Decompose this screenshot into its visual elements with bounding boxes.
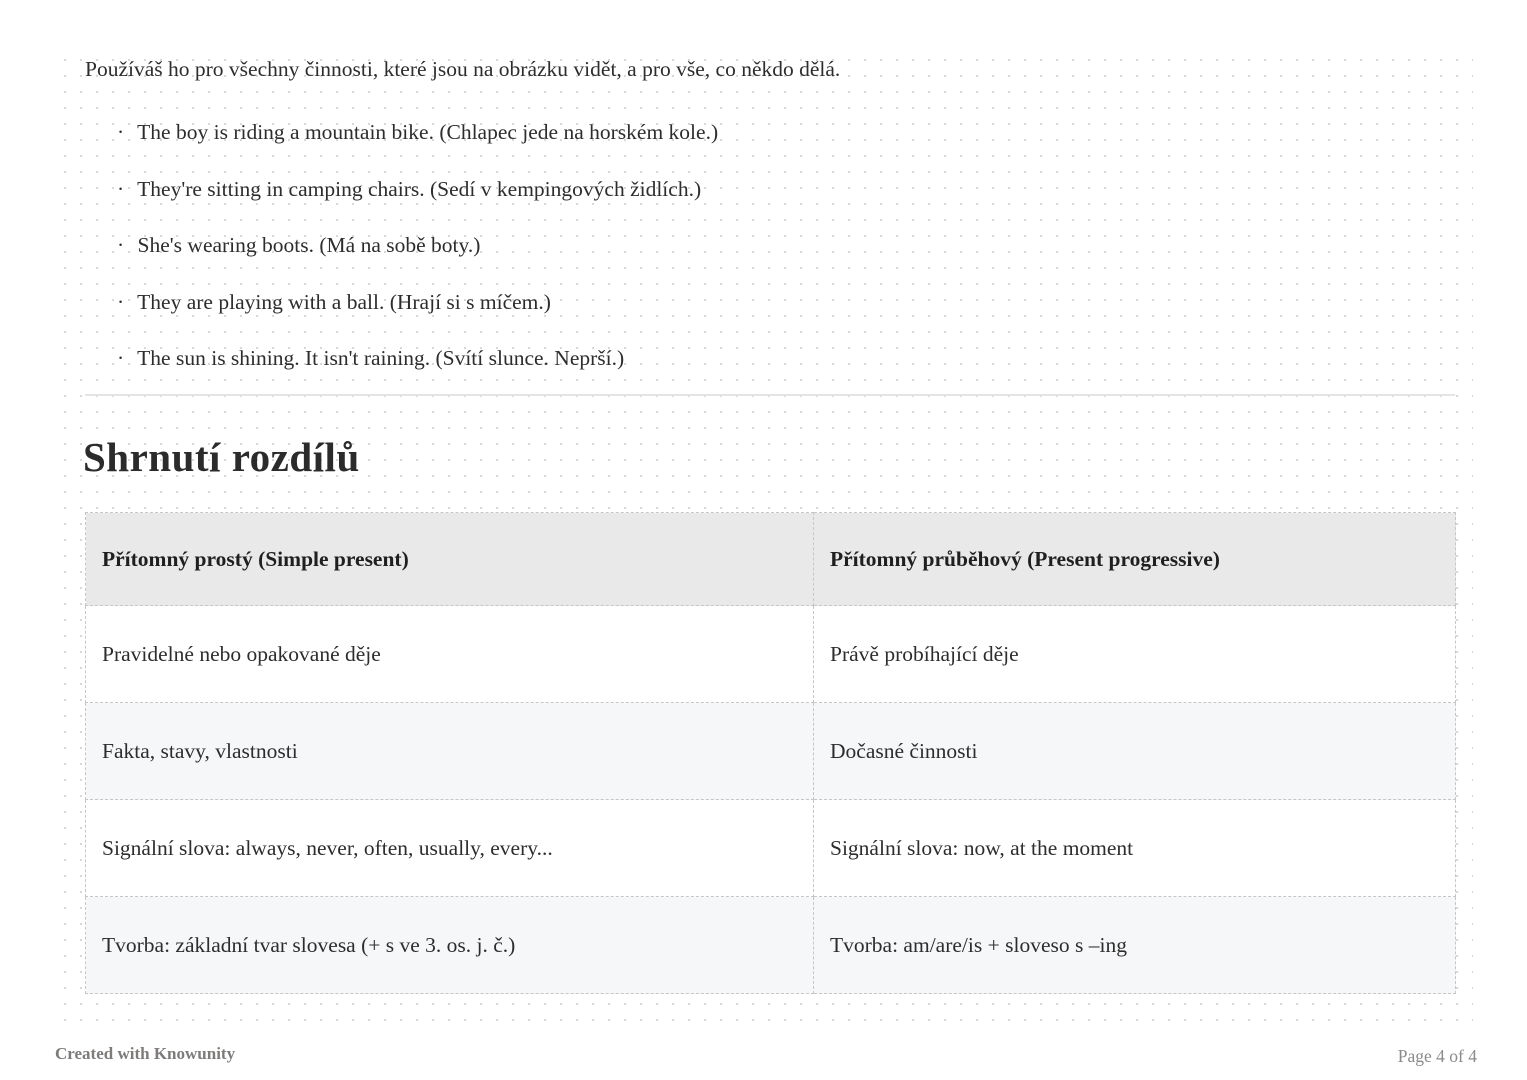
bullet-icon: · [117, 233, 125, 257]
bullet-icon: · [117, 176, 125, 201]
list-item [117, 175, 718, 203]
table-cell: Dočasné činnosti [814, 703, 1456, 800]
example-text: The boy is riding a mountain bike. (Chlapec jede na horském kole.) [137, 120, 719, 144]
bullet-icon: · [117, 120, 125, 144]
table-row [86, 897, 1456, 994]
table-cell: Pravidelné nebo opakované děje [86, 606, 814, 703]
table-cell: Signální slova: always, never, often, usually, every... [86, 800, 814, 897]
table-cell: Tvorba: am/are/is + sloveso s –ing [814, 897, 1456, 994]
bullet-icon: · [117, 289, 125, 314]
example-text: The sun is shining. It isn't raining. (Svítí slunce. Neprší.) [137, 346, 625, 370]
list-item [117, 231, 718, 259]
table-cell: Právě probíhající děje [814, 606, 1456, 703]
list-item [117, 118, 718, 146]
section-heading: Shrnutí rozdílů [83, 434, 360, 480]
example-text: They are playing with a ball. (Hrají si s míčem.) [137, 289, 551, 314]
table-header-present-progressive: Přítomný průběhový (Present progressive) [814, 513, 1456, 606]
section-divider [85, 394, 1455, 396]
list-item [117, 344, 718, 372]
content-area [55, 50, 1473, 1035]
table-cell: Tvorba: základní tvar slovesa (+ s ve 3. os. j. č.) [86, 897, 814, 994]
example-text: They're sitting in camping chairs. (Sedí v kempingových židlích.) [137, 176, 702, 201]
example-text: She's wearing boots. (Má na sobě boty.) [137, 233, 481, 257]
summary-table [85, 512, 1456, 994]
table-row [86, 800, 1456, 897]
list-item [117, 288, 718, 316]
example-list [117, 118, 718, 401]
table-cell: Signální slova: now, at the moment [814, 800, 1456, 897]
page-number: Page 4 of 4 [1397, 1046, 1477, 1066]
table-row [86, 703, 1456, 800]
table-header-simple-present: Přítomný prostý (Simple present) [86, 513, 814, 606]
intro-paragraph: Používáš ho pro všechny činnosti, které jsou na obrázku vidět, a pro vše, co někdo dělá. [85, 57, 841, 81]
created-with-label: Created with Knowunity [55, 1044, 236, 1063]
table-header-row [86, 513, 1456, 606]
bullet-icon: · [117, 346, 125, 370]
table-cell: Fakta, stavy, vlastnosti [86, 703, 814, 800]
table-row [86, 606, 1456, 703]
